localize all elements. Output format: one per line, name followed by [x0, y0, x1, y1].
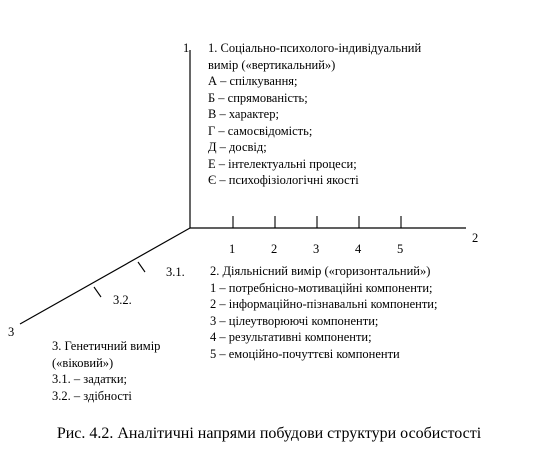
horizontal-tick-label-4: 4 [355, 242, 362, 256]
horizontal-tick-label-1: 1 [229, 242, 236, 256]
vertical-item-d: Д – досвід; [208, 140, 267, 154]
horizontal-tick-label-3: 3 [313, 242, 320, 256]
horizontal-dimension-title: 2. Діяльнісний вимір («горизонтальний») [210, 264, 431, 278]
horizontal-item-5: 5 – емоційно-почуттєві компоненти [210, 346, 400, 361]
vertical-item-b: Б – спрямованість; [208, 90, 308, 105]
diagonal-axis-number: 3 [8, 325, 15, 339]
horizontal-tick-label-2: 2 [271, 242, 278, 256]
genetic-dimension-title-line-1: 3. Генетичний вимір [52, 339, 161, 353]
diagonal-tick-label-3-2: 3.2. [113, 293, 132, 307]
vertical-item-e: Е – інтелектуальні процеси; [208, 156, 357, 171]
horizontal-item-4: 4 – результативні компоненти; [210, 330, 372, 344]
vertical-item-ye: Є – психофізіологічні якості [208, 173, 359, 187]
vertical-dimension-title-line-2: вимір («вертикальний») [208, 57, 336, 72]
horizontal-item-1: 1 – потребнісно-мотиваційні компоненти; [210, 280, 433, 295]
genetic-dimension-block [52, 338, 160, 404]
diagonal-axis [20, 228, 190, 324]
vertical-item-h: Г – самосвідомість; [208, 123, 313, 138]
vertical-item-a: А – спілкування; [208, 74, 298, 88]
vertical-item-v: В – характер; [208, 107, 279, 121]
vertical-axis-number: 1 [183, 41, 190, 55]
horizontal-tick-label-5: 5 [397, 242, 404, 256]
genetic-item-3-1: 3.1. – задатки; [52, 372, 128, 386]
horizontal-axis-number: 2 [472, 231, 479, 245]
horizontal-item-3: 3 – цілеутворюючі компоненти; [210, 313, 379, 328]
diagonal-tick-3-1 [138, 262, 145, 272]
genetic-item-3-2: 3.2. – здібності [52, 388, 132, 403]
diagonal-tick-3-2 [94, 287, 101, 297]
figure-caption: Рис. 4.2. Аналітичні напрями побудови структури особистості [56, 425, 482, 442]
horizontal-dimension-block [210, 263, 437, 362]
horizontal-item-2: 2 – інформаційно-пізнавальні компоненти; [210, 297, 438, 311]
genetic-dimension-title-line-2: («віковий») [52, 355, 114, 370]
vertical-dimension-block [208, 40, 421, 189]
vertical-dimension-title-line-1: 1. Соціально-психолого-індивідуальний [208, 41, 422, 55]
diagonal-tick-label-3-1: 3.1. [166, 265, 185, 279]
